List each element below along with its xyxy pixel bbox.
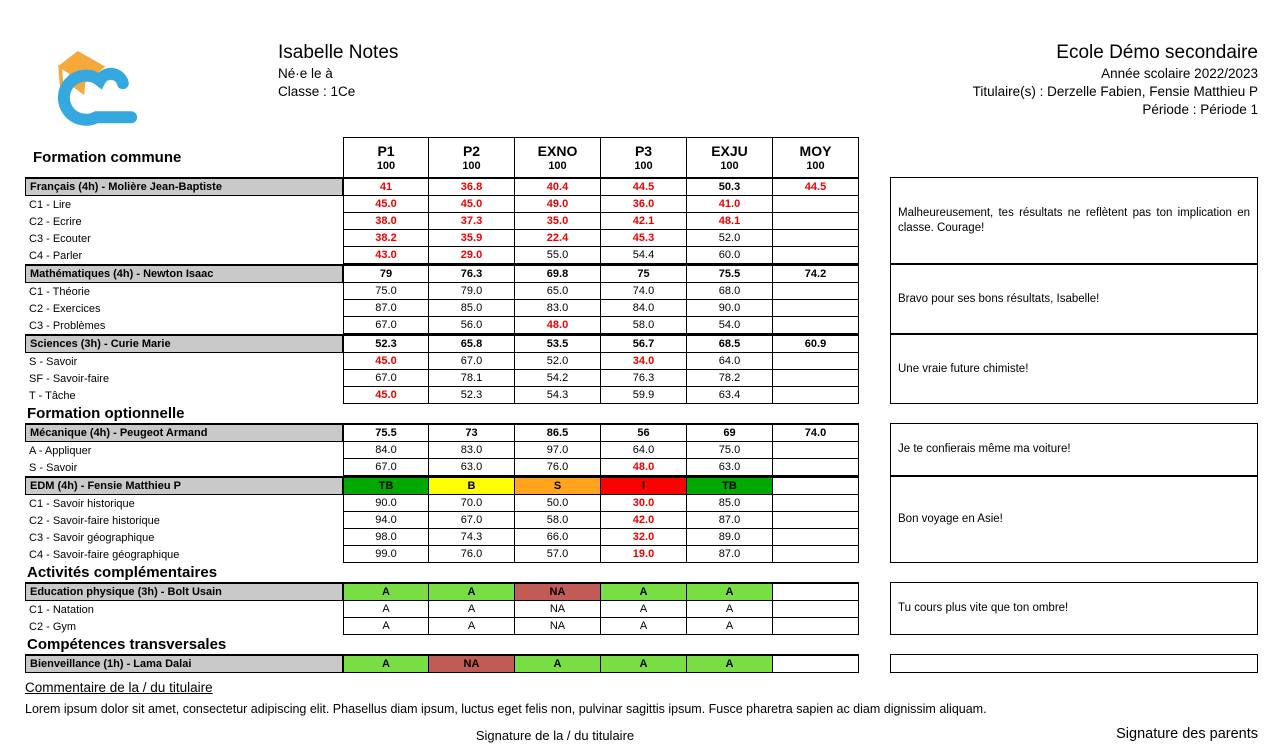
- teacher-comment-box: [890, 264, 1258, 334]
- teacher-comment-text: Tu cours plus vite que ton ombre!: [898, 602, 1069, 614]
- grade-cell: A: [687, 582, 773, 601]
- grade-cell: [773, 196, 859, 213]
- criterion-label: C1 - Savoir historique: [29, 497, 135, 510]
- teacher-comment-box: [890, 423, 1258, 476]
- grade-cell: NA: [515, 601, 601, 618]
- grade-cell: 38.2: [343, 230, 429, 247]
- grade-cell: 60.9: [773, 334, 859, 353]
- signature-row: [25, 728, 1258, 748]
- grade-cell: 54.2: [515, 370, 601, 387]
- grade-cell: A: [515, 654, 601, 673]
- grade-cell: [773, 546, 859, 563]
- grade-cell: 49.0: [515, 196, 601, 213]
- grade-cell: 66.0: [515, 529, 601, 546]
- grade-cell: 48.1: [687, 213, 773, 230]
- grade-cell: 67.0: [429, 512, 515, 529]
- grade-cell: 76.0: [515, 459, 601, 476]
- subject-block: [25, 177, 1258, 264]
- grade-cell: 41.0: [687, 196, 773, 213]
- column-label: P1: [377, 142, 395, 159]
- grade-cell: 38.0: [343, 213, 429, 230]
- grade-cell: A: [429, 582, 515, 601]
- teacher-comment-box: [890, 654, 1258, 673]
- period-column-header: [515, 137, 601, 177]
- grade-cell: 56.0: [429, 317, 515, 334]
- period-column-header: [343, 137, 429, 177]
- grade-cell: 68.0: [687, 283, 773, 300]
- grade-cell: 45.0: [343, 387, 429, 404]
- grade-cell: [773, 283, 859, 300]
- criterion-label: C4 - Parler: [29, 249, 83, 262]
- grade-cell: 35.9: [429, 230, 515, 247]
- grade-cell: 90.0: [343, 495, 429, 512]
- grade-cell: 83.0: [515, 300, 601, 317]
- grade-cell: 52.3: [429, 387, 515, 404]
- column-max: 100: [806, 159, 825, 172]
- grade-cell: [773, 476, 859, 495]
- grade-cell: 48.0: [601, 459, 687, 476]
- grade-cell: [773, 495, 859, 512]
- criterion-label: C3 - Problèmes: [29, 319, 106, 332]
- criterion-label: C1 - Natation: [29, 603, 94, 616]
- grade-cell: 75.0: [343, 283, 429, 300]
- grade-cell: [773, 582, 859, 601]
- signature-titulaire-label: Signature de la / du titulaire: [475, 728, 635, 743]
- grade-cell: 63.4: [687, 387, 773, 404]
- subject-label: Mathématiques (4h) - Newton Isaac: [25, 264, 343, 283]
- grade-cell: 45.0: [429, 196, 515, 213]
- grade-cell: [773, 353, 859, 370]
- grade-cell: 37.3: [429, 213, 515, 230]
- grade-cell: A: [687, 601, 773, 618]
- grade-cell: 45.0: [343, 196, 429, 213]
- grade-cell: 85.0: [687, 495, 773, 512]
- criterion-label: SF - Savoir-faire: [29, 372, 110, 385]
- grade-cell: 67.0: [343, 317, 429, 334]
- grade-cell: 50.0: [515, 495, 601, 512]
- column-label: EXJU: [711, 142, 748, 159]
- grade-cell: 76.3: [601, 370, 687, 387]
- signature-parents-label: Signature des parents: [1116, 726, 1258, 742]
- grade-cell: [773, 529, 859, 546]
- criterion-label: A - Appliquer: [29, 444, 92, 457]
- grade-cell: 44.5: [601, 177, 687, 196]
- cloud-icon: [64, 74, 131, 120]
- teacher-comment-text: Une vraie future chimiste!: [898, 362, 1029, 375]
- student-header: [278, 41, 398, 101]
- subject-block: [25, 264, 1258, 334]
- section-heading: Formation optionnelle: [27, 405, 185, 422]
- grade-cell: 85.0: [429, 300, 515, 317]
- period-column-header: [429, 137, 515, 177]
- teacher-comment-box: [890, 177, 1258, 264]
- grade-cell: 87.0: [687, 512, 773, 529]
- period-column-header: [687, 137, 773, 177]
- grade-cell: [773, 370, 859, 387]
- grade-cell: A: [429, 618, 515, 635]
- period-column-header: [773, 137, 859, 177]
- student-birth: Né·e le à: [278, 66, 333, 81]
- grade-cell: 89.0: [687, 529, 773, 546]
- grade-cell: 75.5: [687, 264, 773, 283]
- grade-cell: 57.0: [515, 546, 601, 563]
- grade-cell: 68.5: [687, 334, 773, 353]
- grade-cell: 78.2: [687, 370, 773, 387]
- grade-cell: 74.2: [773, 264, 859, 283]
- grade-cell: 67.0: [343, 459, 429, 476]
- criterion-label: C1 - Théorie: [29, 285, 90, 298]
- grade-cell: B: [429, 476, 515, 495]
- grade-cell: A: [687, 618, 773, 635]
- grade-cell: [773, 512, 859, 529]
- column-max: 100: [376, 159, 396, 172]
- grade-cell: 74.3: [429, 529, 515, 546]
- criterion-label: C2 - Exercices: [29, 302, 101, 315]
- grade-cell: [773, 300, 859, 317]
- subject-block: [25, 423, 1258, 476]
- grade-cell: [773, 442, 859, 459]
- period-column-header: [601, 137, 687, 177]
- criterion-label: C2 - Gym: [29, 620, 77, 633]
- column-label: P3: [634, 142, 653, 159]
- grade-cell: 48.0: [515, 317, 601, 334]
- subject-label: Education physique (3h) - Bolt Usain: [25, 582, 343, 601]
- grade-cell: 59.9: [601, 387, 687, 404]
- grade-cell: 94.0: [343, 512, 429, 529]
- grade-cell: 30.0: [601, 495, 687, 512]
- grade-cell: 54.4: [601, 247, 687, 264]
- grade-cell: 75: [601, 264, 687, 283]
- grade-cell: 84.0: [601, 300, 687, 317]
- criterion-label: C3 - Savoir géographique: [29, 531, 155, 544]
- teacher-comment-text: Je te confierais même ma voiture!: [898, 443, 1071, 455]
- school-name: Ecole Démo secondaire: [1056, 42, 1258, 63]
- grade-cell: 98.0: [343, 529, 429, 546]
- criterion-label: S - Savoir: [29, 355, 78, 368]
- grade-cell: 52.3: [343, 334, 429, 353]
- commentaire-text: Lorem ipsum dolor sit amet, consectetur adipiscing elit. Phasellus diam ipsum, luctus eget felis non, pulvinar sagittis ipsum. Fusce pharetra sapien ac diam dignissim aliquam.: [25, 702, 987, 716]
- grade-cell: 64.0: [601, 442, 687, 459]
- section-heading: Activités complémentaires: [27, 564, 218, 581]
- grade-cell: 90.0: [687, 300, 773, 317]
- column-label: P2: [462, 142, 481, 159]
- teacher-comment-text: Bon voyage en Asie!: [898, 513, 1003, 525]
- grade-cell: A: [601, 618, 687, 635]
- grade-cell: 56.7: [601, 334, 687, 353]
- grade-cell: 75.5: [343, 423, 429, 442]
- column-max: 100: [462, 159, 481, 172]
- grade-cell: 67.0: [343, 370, 429, 387]
- grade-cell: 63.0: [429, 459, 515, 476]
- grade-cell: 75.0: [687, 442, 773, 459]
- teacher-comment-box: [890, 476, 1258, 563]
- school-cloud-logo: [52, 44, 144, 139]
- criterion-label: C3 - Ecouter: [29, 232, 91, 245]
- section-heading: Compétences transversales: [27, 636, 227, 653]
- grade-cell: 55.0: [515, 247, 601, 264]
- grade-cell: 45.0: [343, 353, 429, 370]
- grade-cell: S: [515, 476, 601, 495]
- grade-cell: 42.0: [601, 512, 687, 529]
- grade-cell: 54.3: [515, 387, 601, 404]
- grade-cell: A: [343, 618, 429, 635]
- grade-cell: 29.0: [429, 247, 515, 264]
- grade-cell: 70.0: [429, 495, 515, 512]
- section-title-formation-commune: Formation commune: [33, 148, 182, 166]
- grade-cell: 76.3: [429, 264, 515, 283]
- grade-cell: TB: [687, 476, 773, 495]
- criterion-label: T - Tâche: [29, 389, 76, 402]
- grade-cell: 86.5: [515, 423, 601, 442]
- grade-cell: 99.0: [343, 546, 429, 563]
- grade-cell: 42.1: [601, 213, 687, 230]
- grade-cell: [773, 618, 859, 635]
- grade-cell: NA: [515, 582, 601, 601]
- teacher-comment-text: Malheureusement, tes résultats ne reflètent pas ton implication en classe. Courage!: [898, 206, 1250, 234]
- subject-block: [25, 476, 1258, 563]
- subject-label: Bienveillance (1h) - Lama Dalai: [25, 654, 343, 673]
- column-label: MOY: [799, 142, 832, 159]
- grade-cell: 45.3: [601, 230, 687, 247]
- column-max: 100: [548, 159, 567, 172]
- grade-cell: 84.0: [343, 442, 429, 459]
- grade-cell: 83.0: [429, 442, 515, 459]
- grade-cell: A: [429, 601, 515, 618]
- teacher-comment-box: [890, 334, 1258, 404]
- grade-cell: 50.3: [687, 177, 773, 196]
- column-max: 100: [720, 159, 739, 172]
- grade-cell: 53.5: [515, 334, 601, 353]
- grade-cell: [773, 387, 859, 404]
- subject-label: Mécanique (4h) - Peugeot Armand: [25, 423, 343, 442]
- report-table: [25, 137, 1258, 748]
- grade-cell: 40.4: [515, 177, 601, 196]
- grade-cell: 41: [343, 177, 429, 196]
- grade-cell: 69.8: [515, 264, 601, 283]
- grade-cell: 32.0: [601, 529, 687, 546]
- grade-cell: 69: [687, 423, 773, 442]
- grade-cell: [773, 247, 859, 264]
- teacher-comment-box: [890, 582, 1258, 635]
- grade-cell: NA: [515, 618, 601, 635]
- subject-block: [25, 654, 1258, 673]
- grade-cell: 35.0: [515, 213, 601, 230]
- grade-cell: A: [343, 582, 429, 601]
- teacher-comment-text: Bravo pour ses bons résultats, Isabelle!: [898, 292, 1100, 305]
- grade-cell: 79.0: [429, 283, 515, 300]
- school-year: Année scolaire 2022/2023: [1101, 66, 1258, 81]
- column-max: 100: [634, 159, 653, 172]
- grade-cell: A: [687, 654, 773, 673]
- commentaire-title: Commentaire de la / du titulaire: [25, 680, 213, 695]
- grade-cell: [773, 654, 859, 673]
- criterion-label: C1 - Lire: [29, 198, 72, 211]
- grade-cell: [773, 230, 859, 247]
- grade-cell: A: [343, 654, 429, 673]
- grade-cell: 97.0: [515, 442, 601, 459]
- grade-cell: 67.0: [429, 353, 515, 370]
- criterion-label: C4 - Savoir-faire géographique: [29, 548, 180, 561]
- grade-cell: 22.4: [515, 230, 601, 247]
- student-class: Classe : 1Ce: [278, 84, 356, 99]
- grade-cell: A: [601, 582, 687, 601]
- grade-cell: A: [601, 601, 687, 618]
- grade-cell: 52.0: [515, 353, 601, 370]
- grade-cell: TB: [343, 476, 429, 495]
- grade-cell: 87.0: [343, 300, 429, 317]
- grade-cell: [773, 601, 859, 618]
- grade-cell: 60.0: [687, 247, 773, 264]
- grade-cell: 78.1: [429, 370, 515, 387]
- grade-cell: 56: [601, 423, 687, 442]
- subject-block: [25, 334, 1258, 404]
- column-header-row: [25, 137, 1258, 177]
- school-period: Période : Période 1: [1142, 102, 1258, 117]
- school-header: [973, 41, 1258, 119]
- grade-cell: 19.0: [601, 546, 687, 563]
- grade-cell: 43.0: [343, 247, 429, 264]
- grade-cell: 44.5: [773, 177, 859, 196]
- grade-cell: 65.8: [429, 334, 515, 353]
- grade-cell: NA: [429, 654, 515, 673]
- grade-cell: 36.0: [601, 196, 687, 213]
- grade-cell: A: [601, 654, 687, 673]
- grade-cell: 65.0: [515, 283, 601, 300]
- grade-cell: 87.0: [687, 546, 773, 563]
- subject-label: Français (4h) - Molière Jean-Baptiste: [25, 177, 343, 196]
- grade-cell: 79: [343, 264, 429, 283]
- grade-cell: 54.0: [687, 317, 773, 334]
- criterion-label: S - Savoir: [29, 461, 78, 474]
- criterion-label: C2 - Savoir-faire historique: [29, 514, 160, 527]
- grade-cell: 63.0: [687, 459, 773, 476]
- grade-cell: [773, 317, 859, 334]
- grade-cell: 64.0: [687, 353, 773, 370]
- grade-cell: [773, 213, 859, 230]
- school-titulars: Titulaire(s) : Derzelle Fabien, Fensie Matthieu P: [972, 84, 1258, 99]
- grade-cell: A: [343, 601, 429, 618]
- grade-cell: 58.0: [601, 317, 687, 334]
- subject-label: EDM (4h) - Fensie Matthieu P: [25, 476, 343, 495]
- grade-cell: 58.0: [515, 512, 601, 529]
- grade-cell: 76.0: [429, 546, 515, 563]
- grade-cell: 73: [429, 423, 515, 442]
- grade-cell: 74.0: [773, 423, 859, 442]
- grade-cell: 52.0: [687, 230, 773, 247]
- grade-cell: 34.0: [601, 353, 687, 370]
- grade-cell: 74.0: [601, 283, 687, 300]
- subject-block: [25, 582, 1258, 635]
- grade-cell: [773, 459, 859, 476]
- subject-label: Sciences (3h) - Curie Marie: [25, 334, 343, 353]
- student-name: Isabelle Notes: [278, 42, 399, 63]
- grade-cell: 36.8: [429, 177, 515, 196]
- grade-cell: I: [601, 476, 687, 495]
- column-label: EXNO: [537, 142, 578, 159]
- criterion-label: C2 - Ecrire: [29, 215, 82, 228]
